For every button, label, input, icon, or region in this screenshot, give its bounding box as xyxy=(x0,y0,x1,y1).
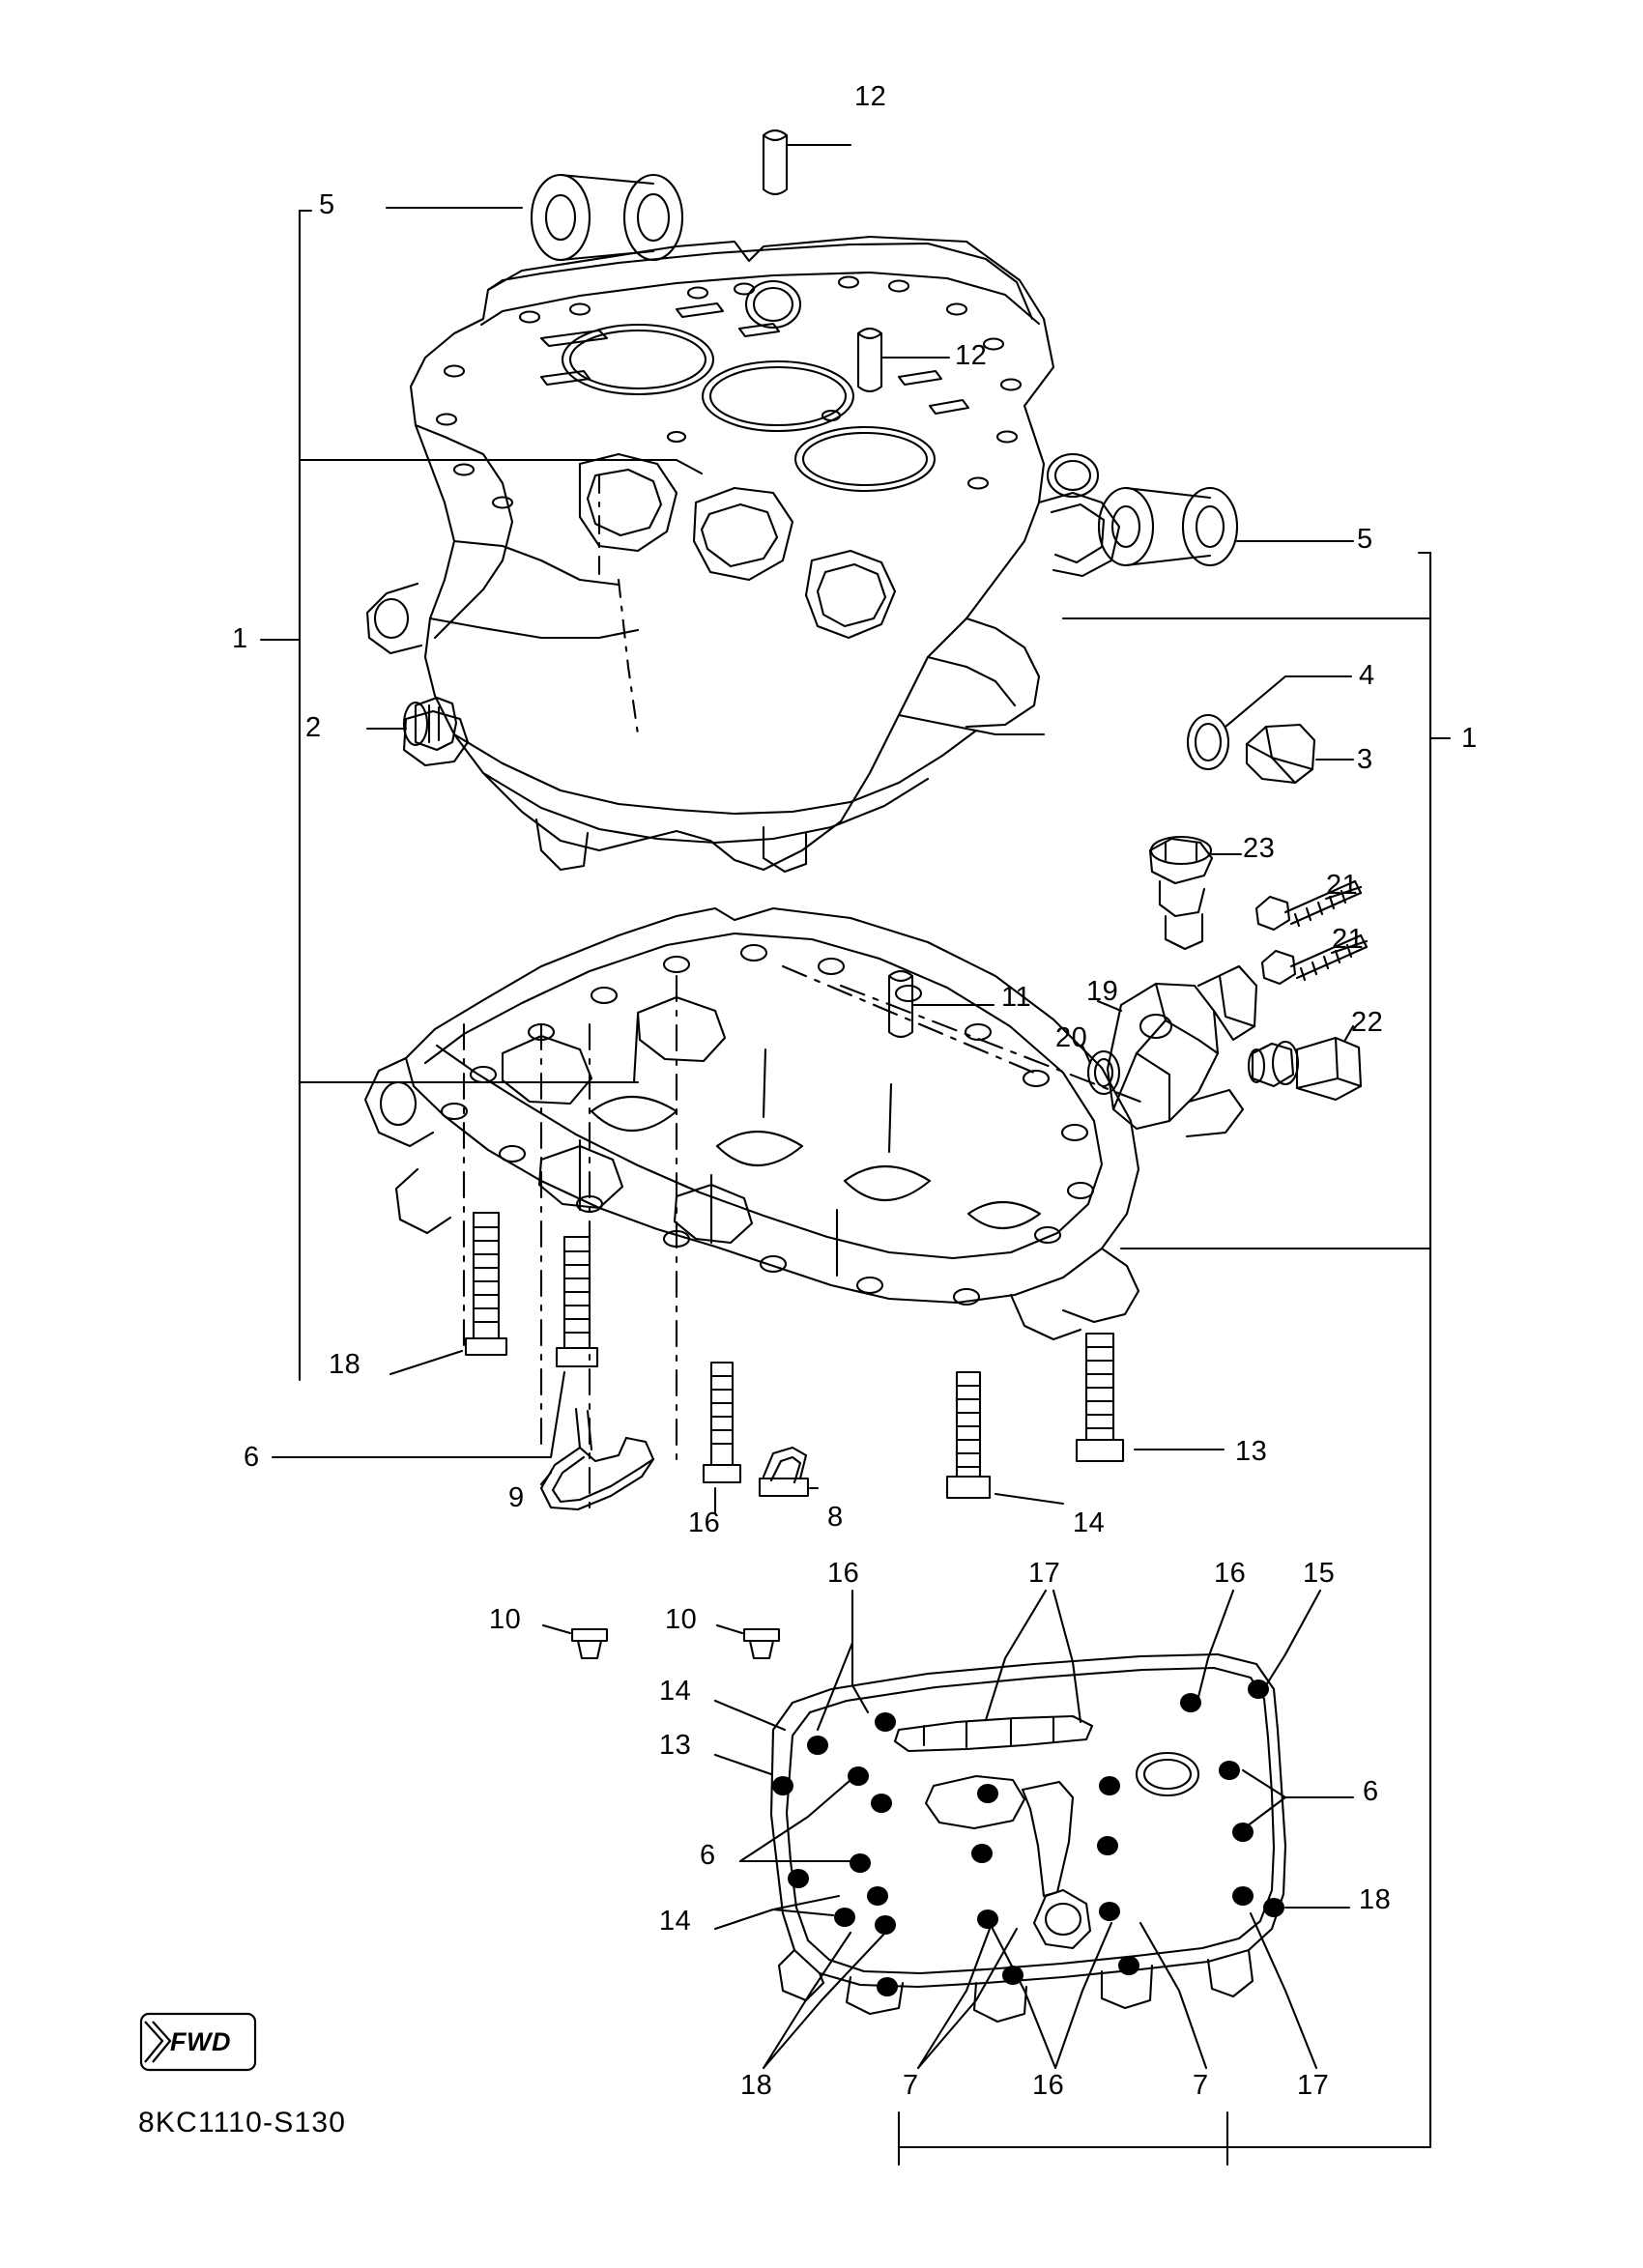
callout-18-bottom: 18 xyxy=(740,2070,773,2101)
callout-10-right: 10 xyxy=(665,1604,698,1635)
callout-2: 2 xyxy=(305,712,322,743)
callout-15: 15 xyxy=(1303,1558,1336,1589)
callout-10-left: 10 xyxy=(489,1604,522,1635)
callout-17-bottom: 17 xyxy=(1297,2070,1330,2101)
callout-13-pan-left: 13 xyxy=(659,1730,692,1761)
callout-21-lower: 21 xyxy=(1332,924,1365,955)
callout-8: 8 xyxy=(827,1502,844,1533)
callout-7-right: 7 xyxy=(1193,2070,1209,2101)
callout-6-left: 6 xyxy=(244,1442,260,1473)
callout-14-pan-lower: 14 xyxy=(659,1906,692,1937)
callout-22: 22 xyxy=(1351,1007,1384,1038)
callout-13-right: 13 xyxy=(1235,1436,1268,1467)
callout-16-bolt: 16 xyxy=(688,1507,721,1538)
callout-14-pan-left: 14 xyxy=(659,1676,692,1707)
callout-1-left: 1 xyxy=(232,623,248,654)
callout-14-bolt: 14 xyxy=(1073,1507,1106,1538)
callout-6-pan-right: 6 xyxy=(1363,1776,1379,1807)
callout-16-bottom: 16 xyxy=(1032,2070,1065,2101)
callout-11: 11 xyxy=(1001,982,1032,1013)
callout-9: 9 xyxy=(508,1482,525,1513)
callout-16-pan-right: 16 xyxy=(1214,1558,1247,1589)
callout-18-pan-right: 18 xyxy=(1359,1884,1392,1915)
callout-6-pan-left: 6 xyxy=(700,1840,716,1871)
diagram-part-code: 8KC1110-S130 xyxy=(138,2107,347,2139)
callout-16-pan-left: 16 xyxy=(827,1558,860,1589)
callout-17-pan-top: 17 xyxy=(1028,1558,1061,1589)
callout-4: 4 xyxy=(1359,660,1375,691)
callout-3: 3 xyxy=(1357,744,1373,775)
callout-21-upper: 21 xyxy=(1326,870,1359,901)
callout-5-right: 5 xyxy=(1357,524,1373,555)
callout-12-second: 12 xyxy=(955,340,988,371)
fwd-orientation-badge xyxy=(141,2012,255,2072)
callout-1-right: 1 xyxy=(1461,723,1478,754)
callout-12-top: 12 xyxy=(854,81,887,112)
callout-18-left: 18 xyxy=(329,1349,361,1380)
callout-5-left: 5 xyxy=(319,189,335,220)
callout-20: 20 xyxy=(1055,1022,1088,1053)
callout-7-left: 7 xyxy=(903,2070,919,2101)
fwd-label: FWD xyxy=(170,2027,231,2056)
callout-19: 19 xyxy=(1086,976,1119,1007)
callout-23: 23 xyxy=(1243,833,1276,864)
